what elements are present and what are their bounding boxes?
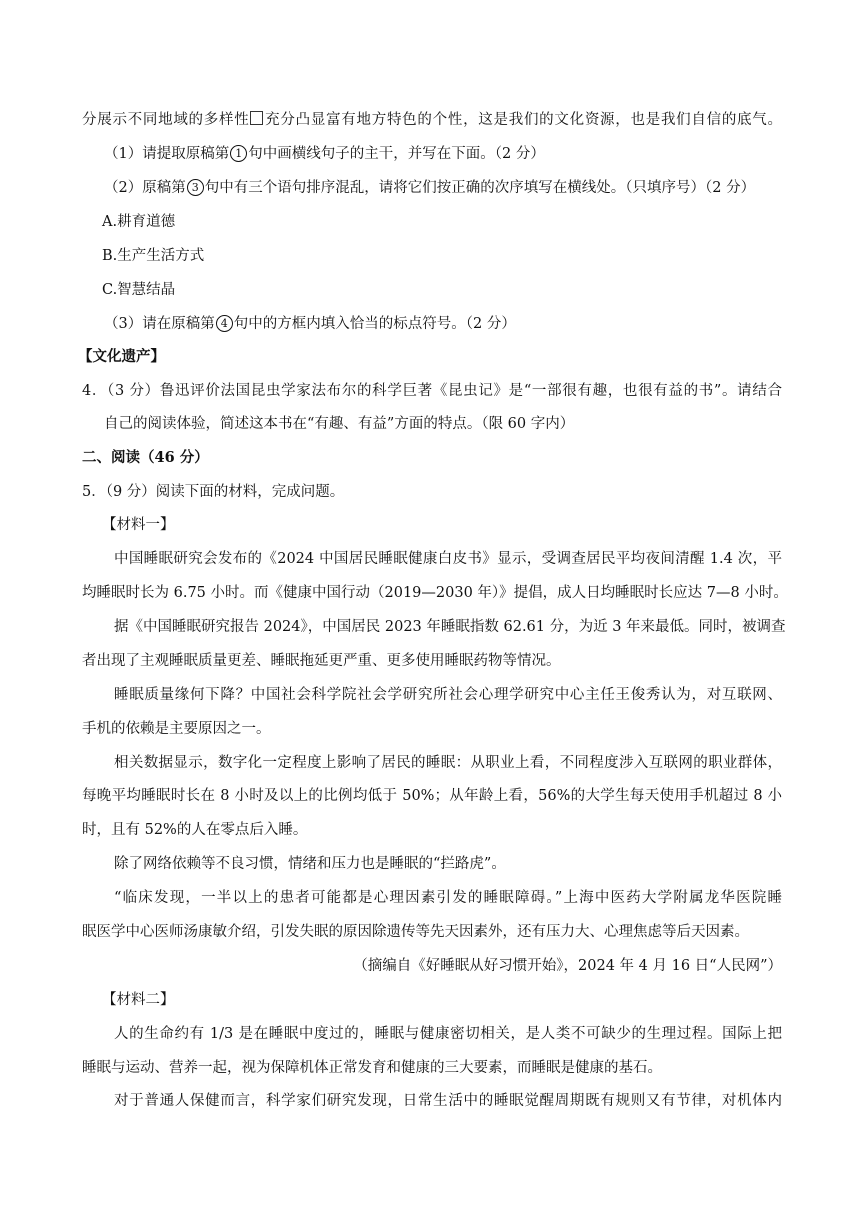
paragraph-line: 人的生命约有 1/3 是在睡眠中度过的，睡眠与健康密切相关，是人类不可缺少的生理过程。国际上把	[114, 1026, 782, 1042]
part-2-heading: 二、阅读（46 分）	[82, 449, 209, 466]
paragraph-line: 均睡眠时长为 6.75 小时。而《健康中国行动（2019—2030 年）》提倡，成人日均睡眠时长应达 7—8 小时。	[82, 585, 788, 601]
question-3-2: （2）原稿第 3 句中有三个语句排序混乱，请将它们按正确的次序填写在横线处。（只填序号）（2 分）	[104, 180, 756, 196]
paragraph-line: 据《中国睡眠研究报告 2024》，中国居民 2023 年睡眠指数 62.61 分，为近 3 年来最低。同时，被调查	[114, 619, 786, 635]
question-4-line-1: 4．（3 分）鲁迅评价法国昆虫学家法布尔的科学巨著《昆虫记》是“一部很有趣，也很有益的书”。请结合	[82, 383, 782, 399]
question-3-1: （1）请提取原稿第 1 句中画横线句子的主干，并写在下面。（2 分）	[104, 146, 545, 162]
paragraph-line: 睡眠质量缘何下降？中国社会科学院社会学研究所社会心理学研究中心主任王俊秀认为，对互联网、	[114, 687, 782, 703]
text-line: 分展示不同地域的多样性 充分凸显富有地方特色的个性，这是我们的文化资源，也是我们自信的底气。	[82, 112, 783, 128]
section-heading-heritage: 【文化遗产】	[78, 348, 165, 365]
question-4-line-2: 自己的阅读体验，简述这本书在“有趣、有益”方面的特点。（限 60 字内）	[104, 416, 575, 432]
material-1-heading: 【材料一】	[102, 517, 175, 533]
paragraph-line: 者出现了主观睡眠质量更差、睡眠拖延更严重、更多使用睡眠药物等情况。	[82, 653, 561, 669]
source-citation: （摘编自《好睡眠从好习惯开始》，2024 年 4 月 16 日“人民网”）	[353, 958, 782, 974]
paragraph-line: 手机的依赖是主要原因之一。	[82, 721, 271, 737]
material-2-heading: 【材料二】	[102, 992, 175, 1008]
question-5: 5．（9 分）阅读下面的材料，完成问题。	[82, 484, 345, 500]
circled-number: 3	[187, 179, 204, 196]
paragraph-line: 中国睡眠研究会发布的《2024 中国居民睡眠健康白皮书》显示，受调查居民平均夜间清醒 1.4 次，平	[114, 551, 782, 567]
blank-box	[250, 111, 263, 125]
paragraph-line: 睡眠与运动、营养一起，视为保障机体正常发育和健康的三大要素，而睡眠是健康的基石。	[82, 1060, 662, 1076]
circled-number: 1	[230, 145, 247, 162]
paragraph-line: “临床发现，一半以上的患者可能都是心理因素引发的睡眠障碍。”上海中医药大学附属龙华医院睡	[114, 890, 782, 906]
option-b: B.生产生活方式	[102, 248, 205, 264]
paragraph-line: 相关数据显示，数字化一定程度上影响了居民的睡眠：从职业上看，不同程度涉入互联网的职业群体，	[114, 755, 782, 771]
paragraph-line: 对于普通人保健而言，科学家们研究发现，日常生活中的睡眠觉醒周期既有规则又有节律，对机体内	[114, 1093, 782, 1109]
paragraph-line: 每晚平均睡眠时长在 8 小时及以上的比例均低于 50%；从年龄上看，56%的大学生每天使用手机超过 8 小	[82, 788, 782, 804]
option-c: C.智慧结晶	[102, 282, 176, 298]
paragraph-line: 时，且有 52%的人在零点后入睡。	[82, 822, 308, 838]
option-a: A.耕育道德	[102, 214, 176, 230]
question-3-3: （3）请在原稿第 4 句中的方框内填入恰当的标点符号。（2 分）	[104, 316, 516, 332]
circled-number: 4	[216, 315, 233, 332]
paragraph-line: 眠医学中心医师汤康敏介绍，引发失眠的原因除遗传等先天因素外，还有压力大、心理焦虑等后天因素。	[82, 924, 749, 940]
paragraph-line: 除了网络依赖等不良习惯，情绪和压力也是睡眠的“拦路虎”。	[114, 856, 506, 872]
